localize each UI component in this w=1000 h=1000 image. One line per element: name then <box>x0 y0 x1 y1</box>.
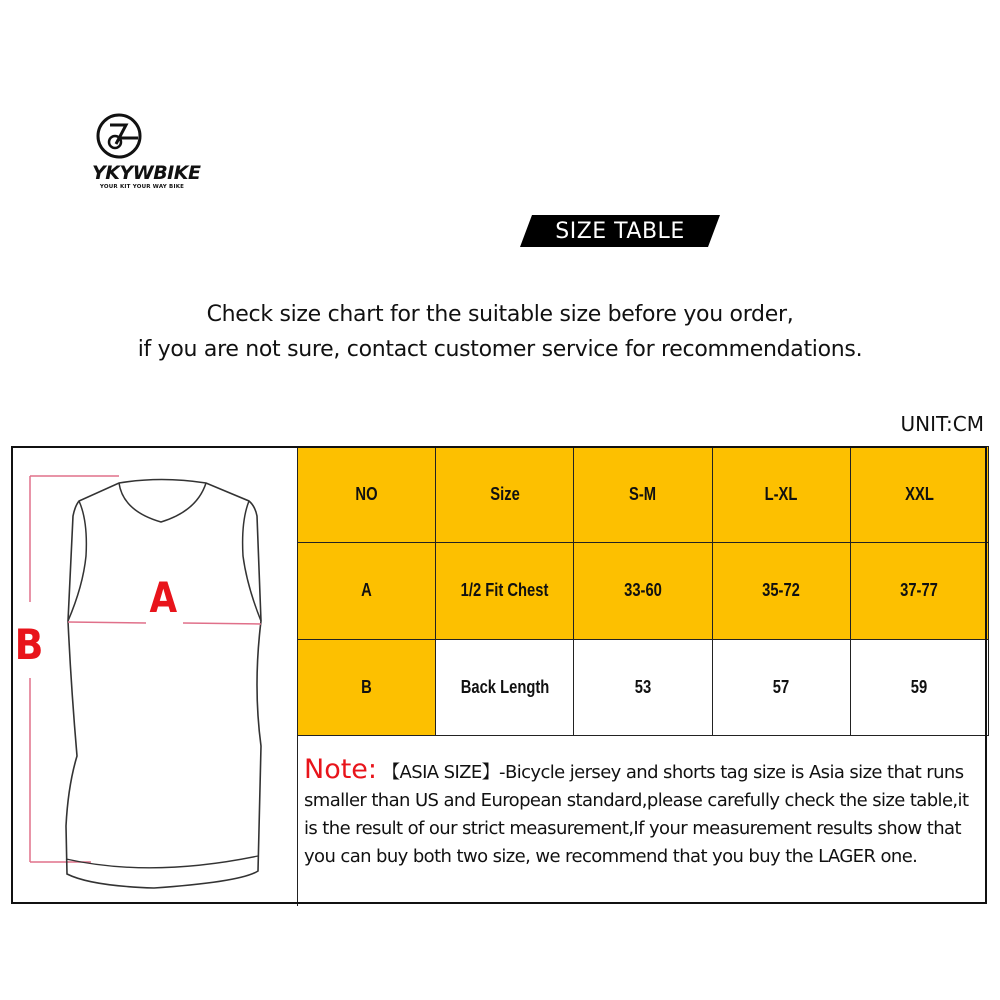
header-cell-l-xl: L-XL <box>712 447 850 543</box>
row-b-no: B <box>298 639 436 735</box>
banner-title: SIZE TABLE <box>555 218 685 244</box>
header-cell-no: NO <box>298 447 436 543</box>
brand-name: YKYWBIKE <box>92 162 201 184</box>
size-table-banner <box>520 215 720 247</box>
row-a-s-m: 33-60 <box>574 543 712 639</box>
unit-label: UNIT:CM <box>900 412 984 436</box>
row-a-l-xl: 35-72 <box>712 543 850 639</box>
bicycle-circle-logo-icon <box>92 112 192 162</box>
brand-logo <box>92 112 202 192</box>
note-label: Note: <box>304 754 378 785</box>
measure-label-b: B <box>14 620 44 669</box>
header-cell-xxl: XXL <box>850 447 988 543</box>
note-text: 【ASIA SIZE】-Bicycle jersey and shorts tag size is Asia size that runs smaller than US and European standard,please carefully check the size table,it is the result of our strict measurement,If your measurement results show that you can buy both two size, we recommend that you buy the LAGER one. <box>304 762 969 867</box>
measure-label-a: A <box>149 573 178 622</box>
row-b-size: Back Length <box>436 639 574 735</box>
header-cell-size: Size <box>436 447 574 543</box>
row-a-size: 1/2 Fit Chest <box>436 543 574 639</box>
intro-line-2: if you are not sure, contact customer service for recommendations. <box>137 337 863 362</box>
row-b-l-xl: 57 <box>712 639 850 735</box>
header-cell-s-m: S-M <box>574 447 712 543</box>
brand-tagline: YOUR KIT YOUR WAY BIKE <box>99 184 185 190</box>
row-a-no: A <box>298 543 436 639</box>
intro-line-1: Check size chart for the suitable size before you order, <box>206 302 794 327</box>
row-b-s-m: 53 <box>574 639 712 735</box>
row-b-xxl: 59 <box>850 639 988 735</box>
size-chart-frame <box>11 446 987 904</box>
row-a-xxl: 37-77 <box>850 543 988 639</box>
